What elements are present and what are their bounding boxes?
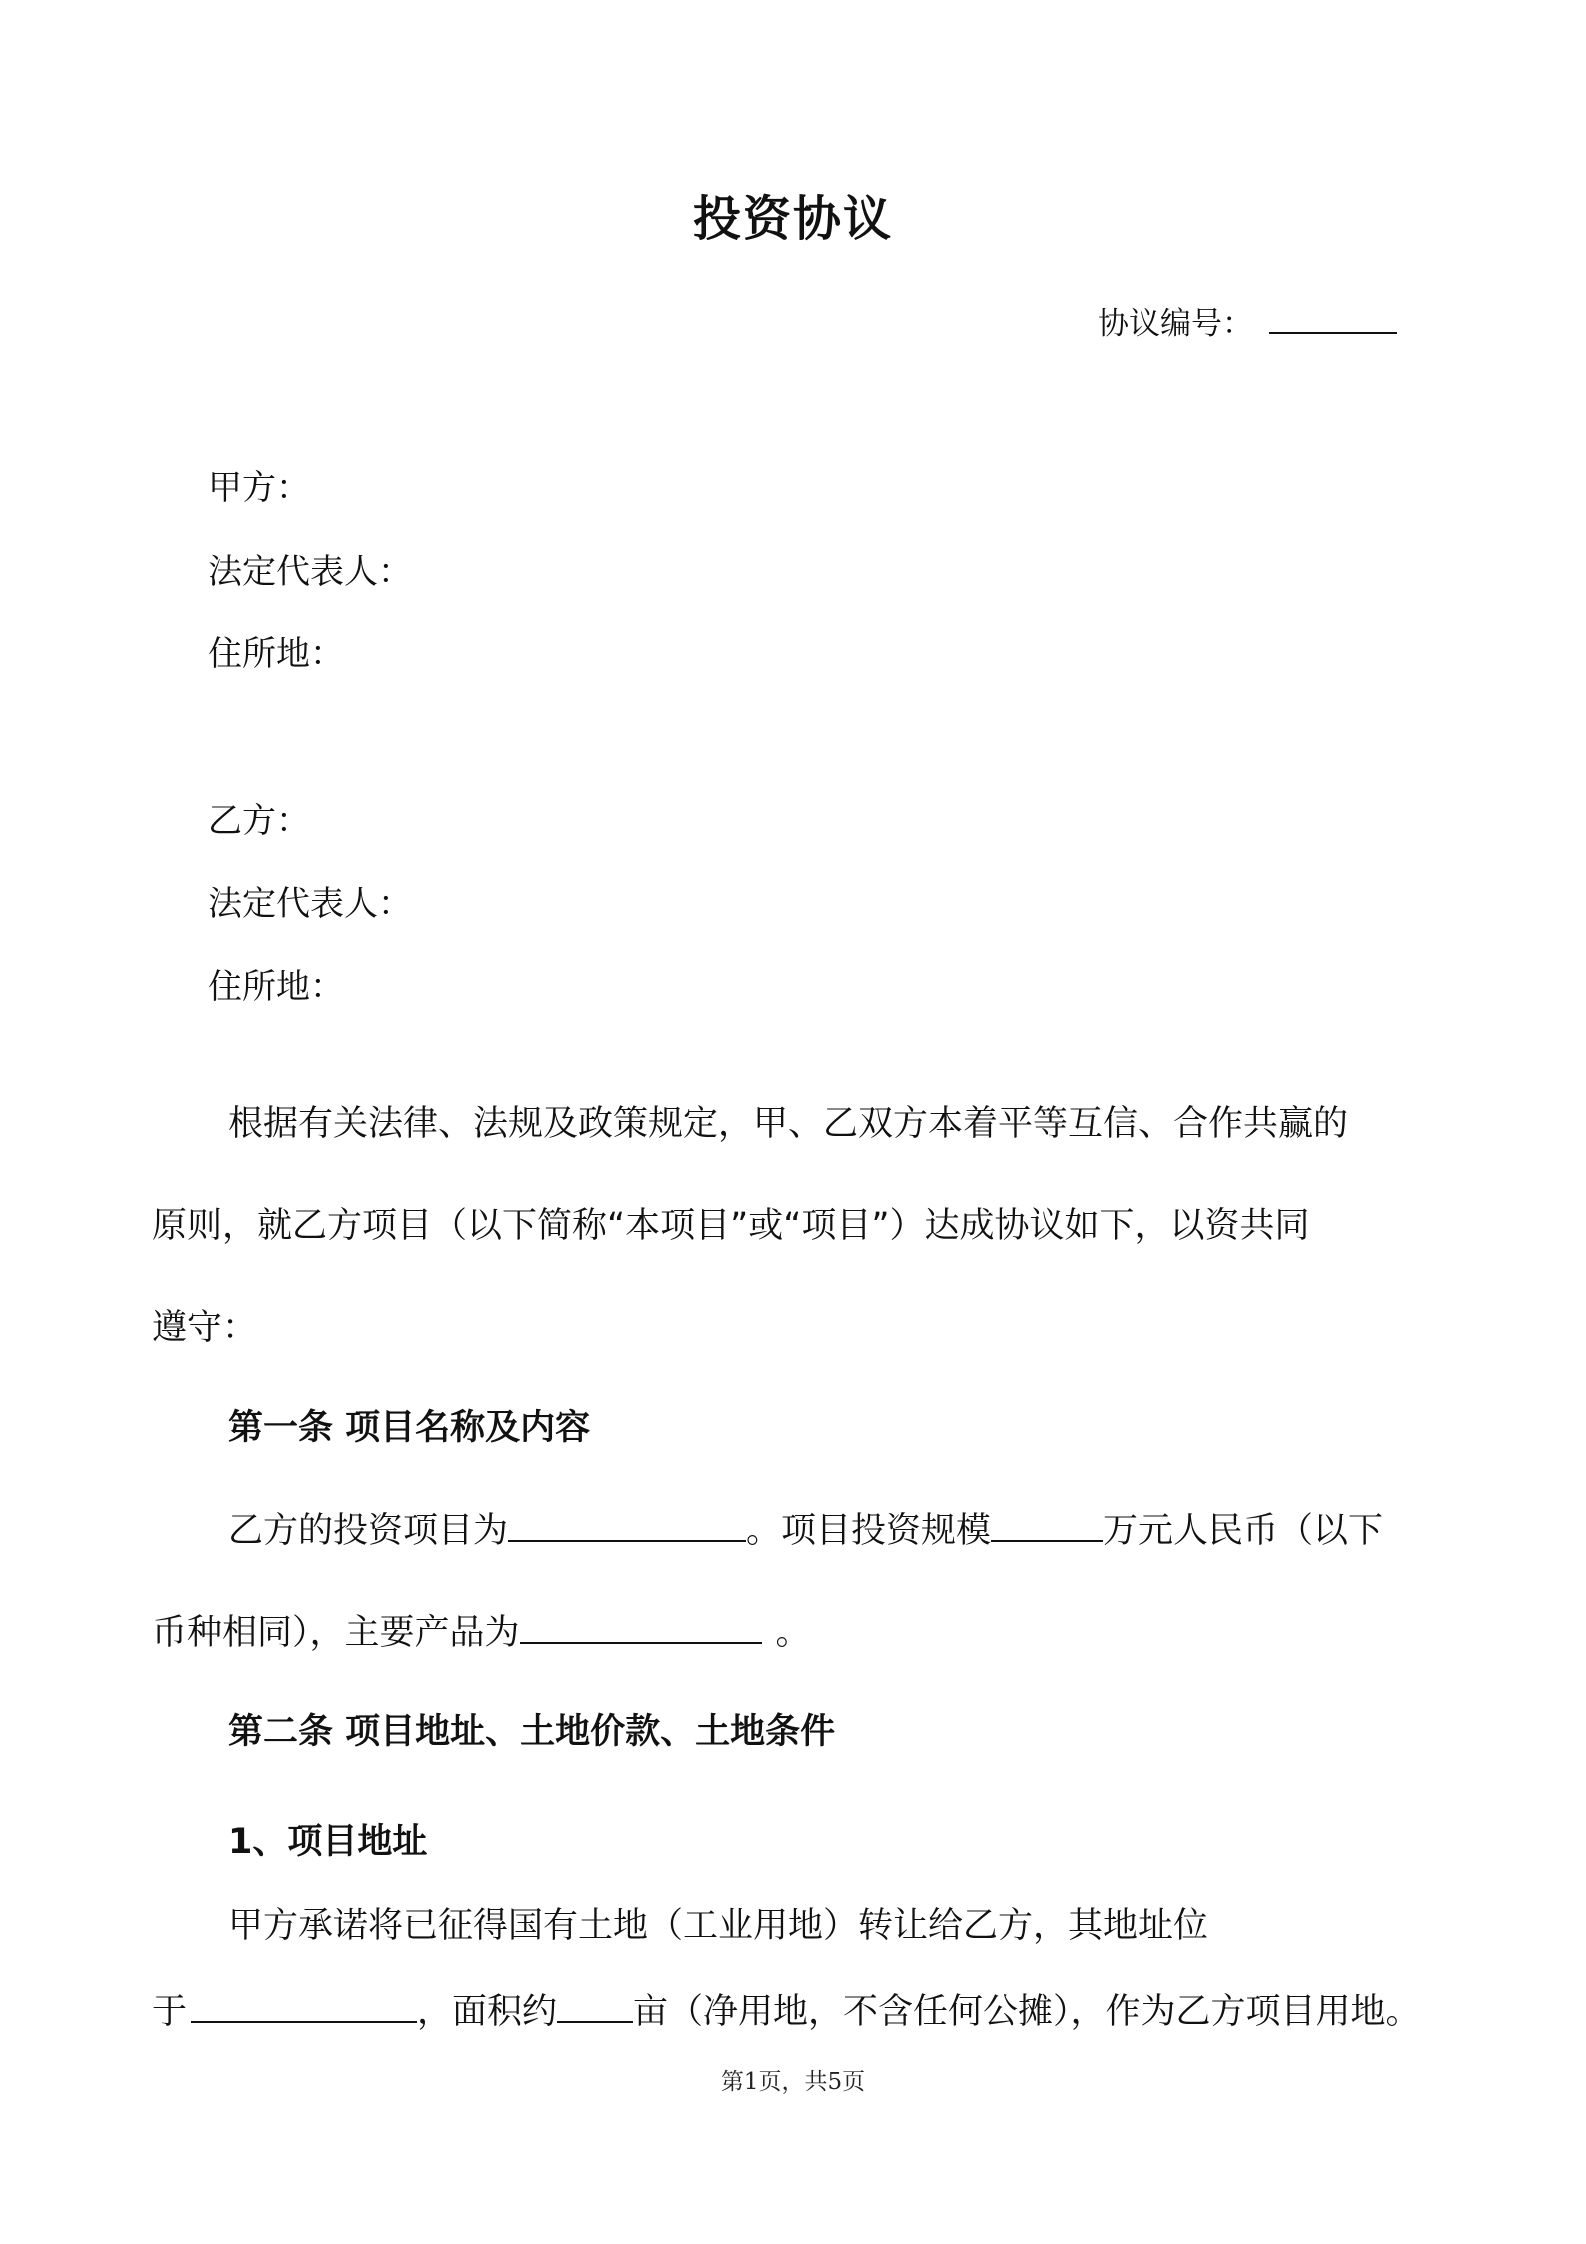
article-1-line-1 <box>228 1506 1383 1555</box>
party-a-representative: 法定代表人： <box>208 552 412 592</box>
document-title: 投资协议 <box>692 191 893 247</box>
intro-line-3: 遵守： <box>152 1308 258 1348</box>
party-b-name: 乙方： <box>208 801 310 841</box>
article-1-text-b: 。项目投资规模 <box>746 1511 992 1551</box>
party-b-address: 住所地： <box>208 967 344 1007</box>
article-2-text-a: 于 <box>152 1992 188 2032</box>
party-a-name: 甲方： <box>208 468 310 508</box>
page-footer: 第1页，共5页 <box>720 2069 866 2095</box>
article-1-heading: 第一条 项目名称及内容 <box>228 1408 591 1448</box>
agreement-number-label: 协议编号： <box>1098 306 1253 342</box>
intro-line-2: 原则，就乙方项目（以下简称“本项目”或“项目”）达成协议如下，以资共同 <box>152 1206 1310 1246</box>
article-2-para-1-line-2 <box>152 1987 1421 2036</box>
article-1-text-c: 万元人民币（以下 <box>1103 1511 1384 1551</box>
article-2-sub-1-heading: 1、项目地址 <box>228 1822 428 1862</box>
agreement-number-blank <box>1269 302 1397 334</box>
article-2-para-1-line-1: 甲方承诺将已征得国有土地（工业用地）转让给乙方，其地址位 <box>228 1906 1209 1946</box>
article-1-text-d: 币种相同），主要产品为 <box>152 1613 520 1653</box>
land-location-blank <box>191 1987 417 2023</box>
intro-line-1: 根据有关法律、法规及政策规定，甲、乙双方本着平等互信、合作共赢的 <box>228 1104 1349 1144</box>
article-1-text-e: 。 <box>775 1613 811 1653</box>
article-1-line-2 <box>152 1608 811 1657</box>
main-product-blank <box>520 1608 762 1644</box>
party-b-representative: 法定代表人： <box>208 884 412 924</box>
article-2-text-c: 亩（净用地，不含任何公摊），作为乙方项目用地。 <box>633 1992 1421 2032</box>
party-a-address: 住所地： <box>208 634 344 674</box>
investment-scale-blank <box>991 1506 1103 1542</box>
project-name-blank <box>508 1506 746 1542</box>
article-1-text-a: 乙方的投资项目为 <box>228 1511 509 1551</box>
article-2-text-b: ，面积约 <box>417 1992 558 2032</box>
agreement-number <box>1098 298 1397 343</box>
land-area-blank <box>557 1987 633 2023</box>
article-2-heading: 第二条 项目地址、土地价款、土地条件 <box>228 1712 836 1752</box>
